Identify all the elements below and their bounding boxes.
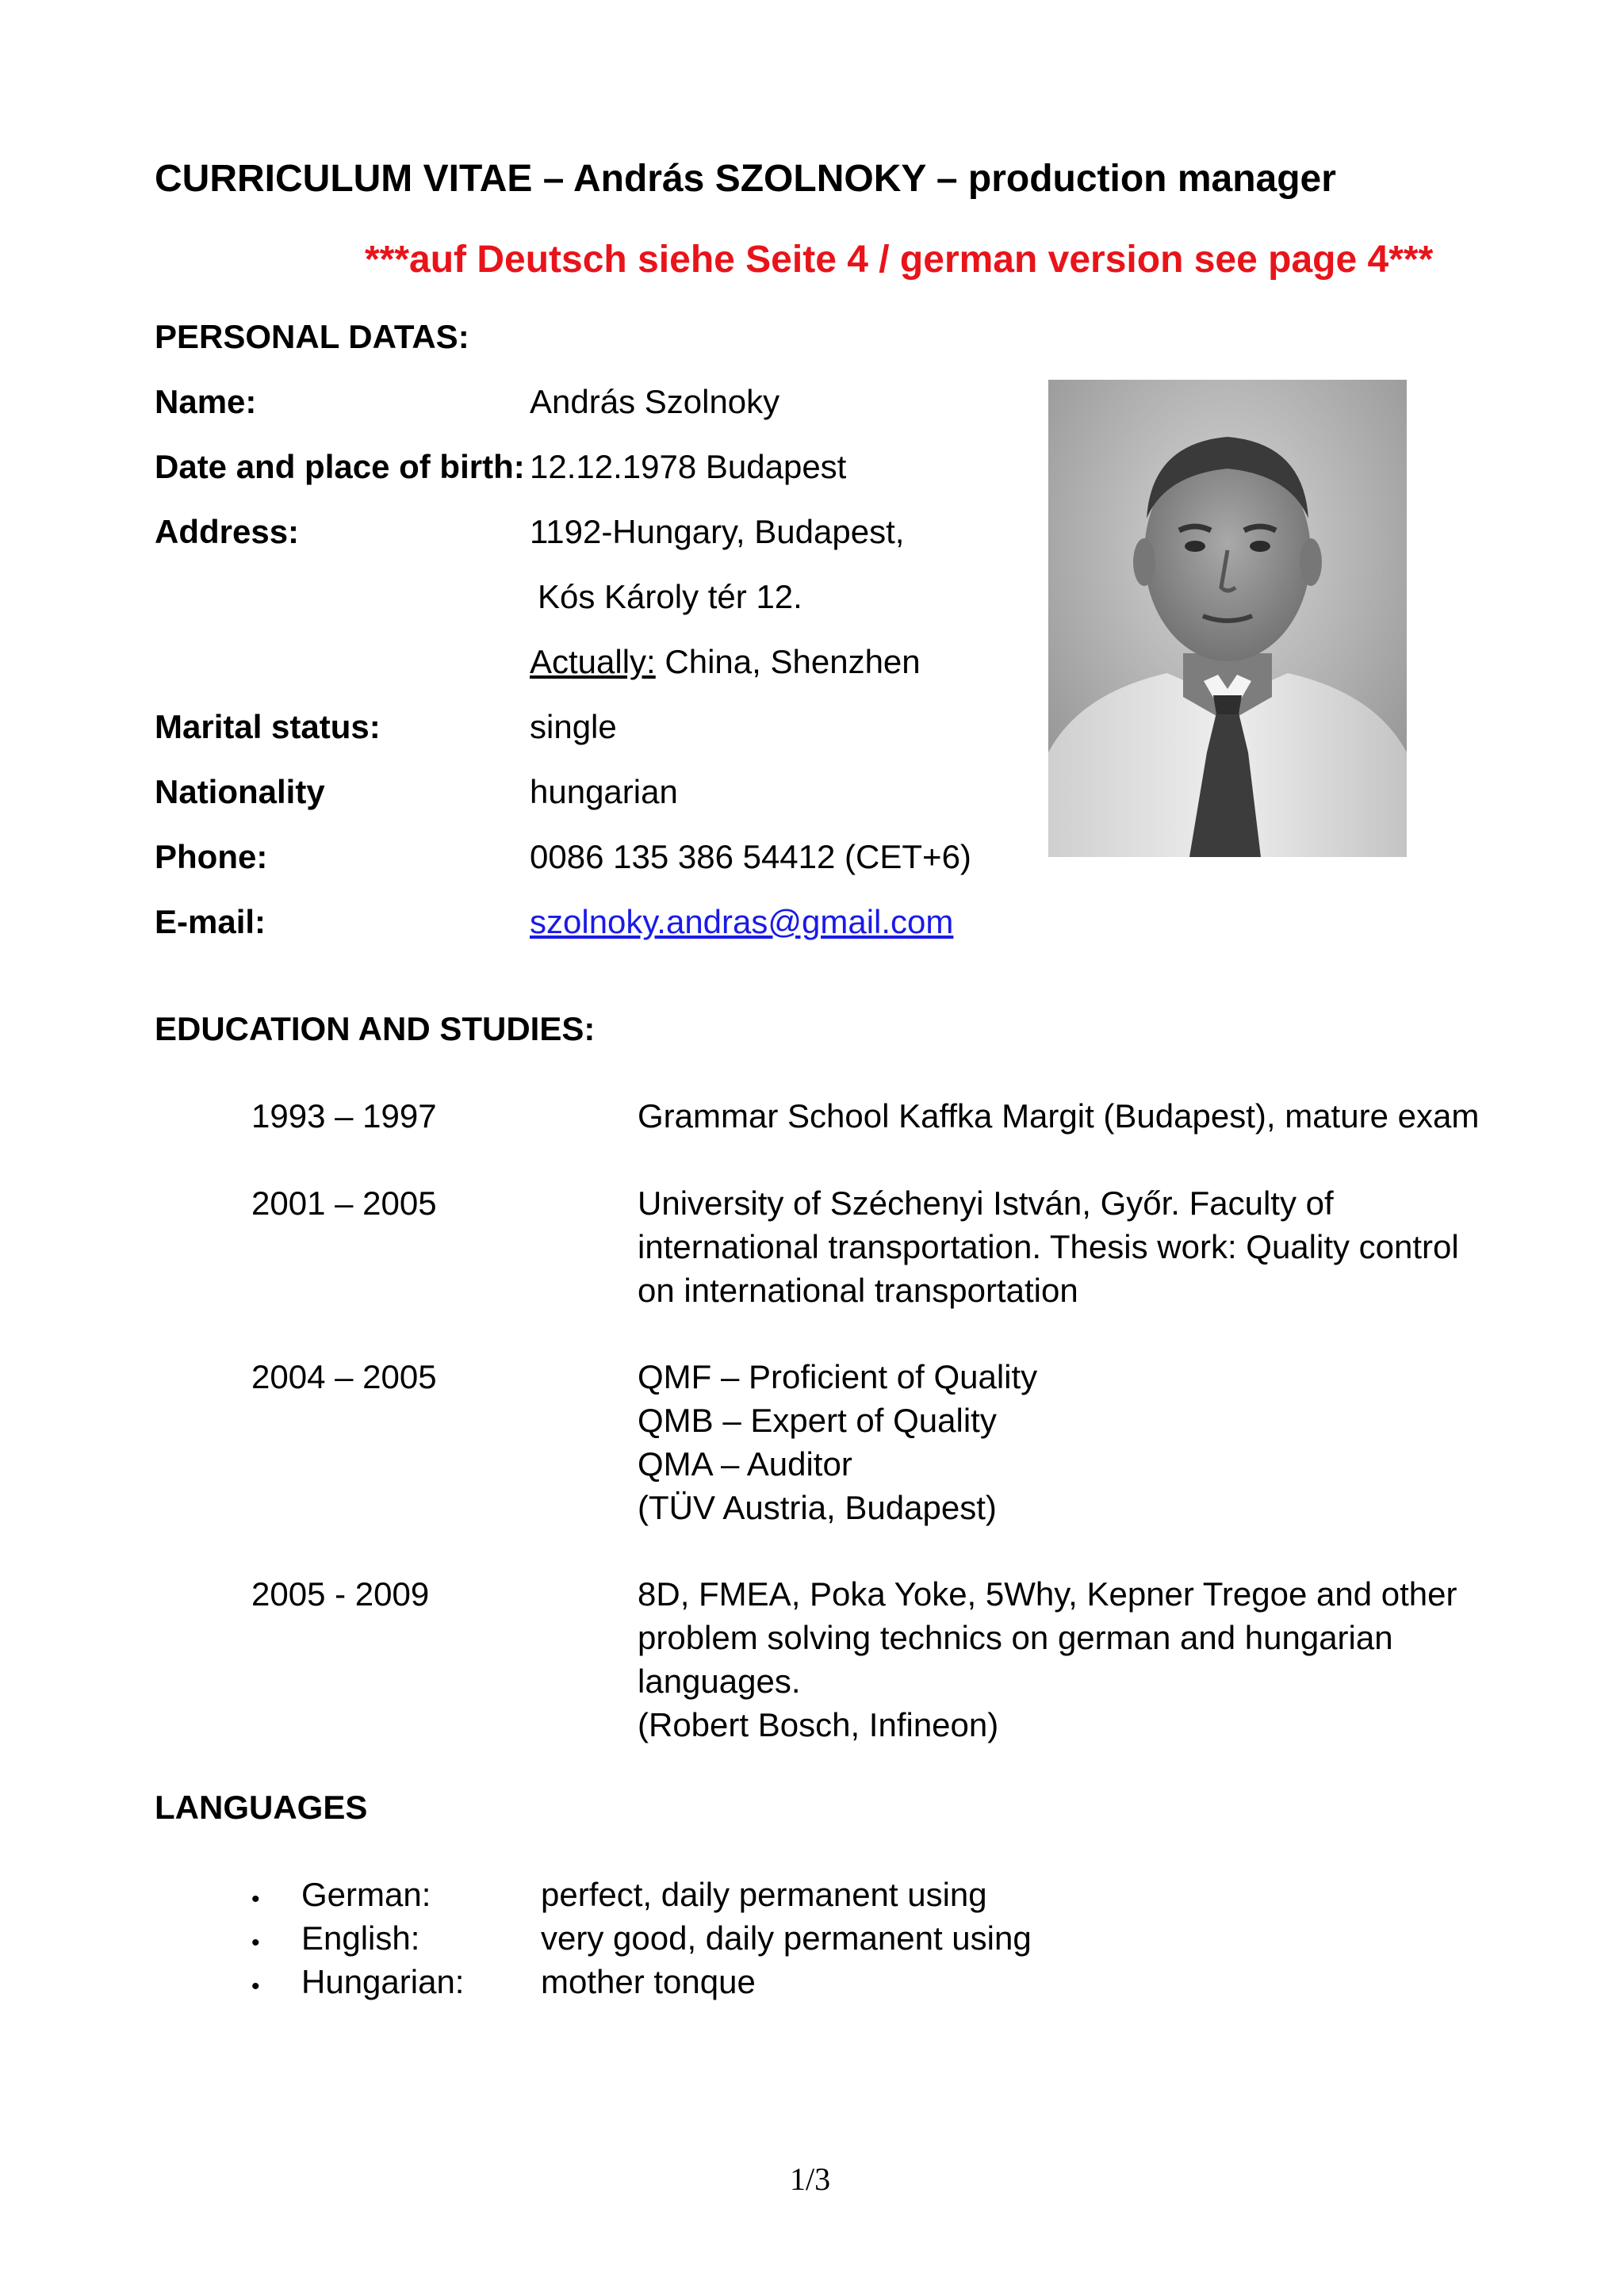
name-label: Name: [155,383,257,420]
bullet-icon: • [251,1886,260,1912]
language-level: perfect, daily permanent using [541,1876,987,1913]
education-line: on international transportation [638,1272,1078,1309]
email-link[interactable]: szolnoky.andras@gmail.com [530,903,954,940]
bullet-icon: • [251,1973,260,1999]
education-heading: EDUCATION AND STUDIES: [155,1010,596,1047]
current-location [530,640,921,684]
german-version-notice: ***auf Deutsch siehe Seite 4 / german version see page 4*** [365,239,1434,281]
education-line: international transportation. Thesis work: Quality control [638,1228,1459,1265]
languages-heading: LANGUAGES [155,1789,368,1826]
email-label: E-mail: [155,903,266,940]
phone-label: Phone: [155,838,268,875]
education-line: (TÜV Austria, Budapest) [638,1489,997,1526]
marital-label: Marital status: [155,708,381,745]
page-number: 1/3 [790,2161,831,2197]
page-title: CURRICULUM VITAE – András SZOLNOKY – production manager [155,158,1336,200]
education-years: 1993 – 1997 [251,1097,437,1135]
address-line-1: 1192-Hungary, Budapest, [530,513,905,550]
birth-value: 12.12.1978 Budapest [530,448,847,485]
birth-label: Date and place of birth: [155,448,525,485]
education-line: QMA – Auditor [638,1445,852,1483]
education-years: 2005 - 2009 [251,1575,430,1613]
portrait-photo [1048,380,1407,857]
education-years: 2004 – 2005 [251,1358,437,1395]
language-name: German: [301,1876,431,1913]
address-line-2: Kós Károly tér 12. [538,578,802,615]
education-line: University of Széchenyi István, Győr. Faculty of [638,1184,1334,1222]
phone-value: 0086 135 386 54412 (CET+6) [530,838,971,875]
education-years: 2001 – 2005 [251,1184,437,1222]
bullet-icon: • [251,1930,260,1956]
nationality-value: hungarian [530,773,678,810]
language-name: Hungarian: [301,1963,465,2000]
language-level: very good, daily permanent using [541,1919,1032,1957]
education-line: (Robert Bosch, Infineon) [638,1706,999,1743]
education-line: 8D, FMEA, Poka Yoke, 5Why, Kepner Tregoe and other [638,1575,1457,1613]
education-line: languages. [638,1663,801,1700]
language-level: mother tonque [541,1963,756,2000]
address-label: Address: [155,513,300,550]
portrait-illustration [1048,380,1407,857]
actually-value: China, Shenzhen [655,643,921,680]
education-line: Grammar School Kaffka Margit (Budapest), mature exam [638,1097,1480,1135]
marital-value: single [530,708,617,745]
actually-label: Actually: [530,643,656,680]
language-name: English: [301,1919,420,1957]
education-line: QMB – Expert of Quality [638,1402,997,1439]
nationality-label: Nationality [155,773,325,810]
personal-heading: PERSONAL DATAS: [155,318,469,355]
education-line: problem solving technics on german and hungarian [638,1619,1393,1656]
name-value: András Szolnoky [530,383,780,420]
education-line: QMF – Proficient of Quality [638,1358,1038,1395]
